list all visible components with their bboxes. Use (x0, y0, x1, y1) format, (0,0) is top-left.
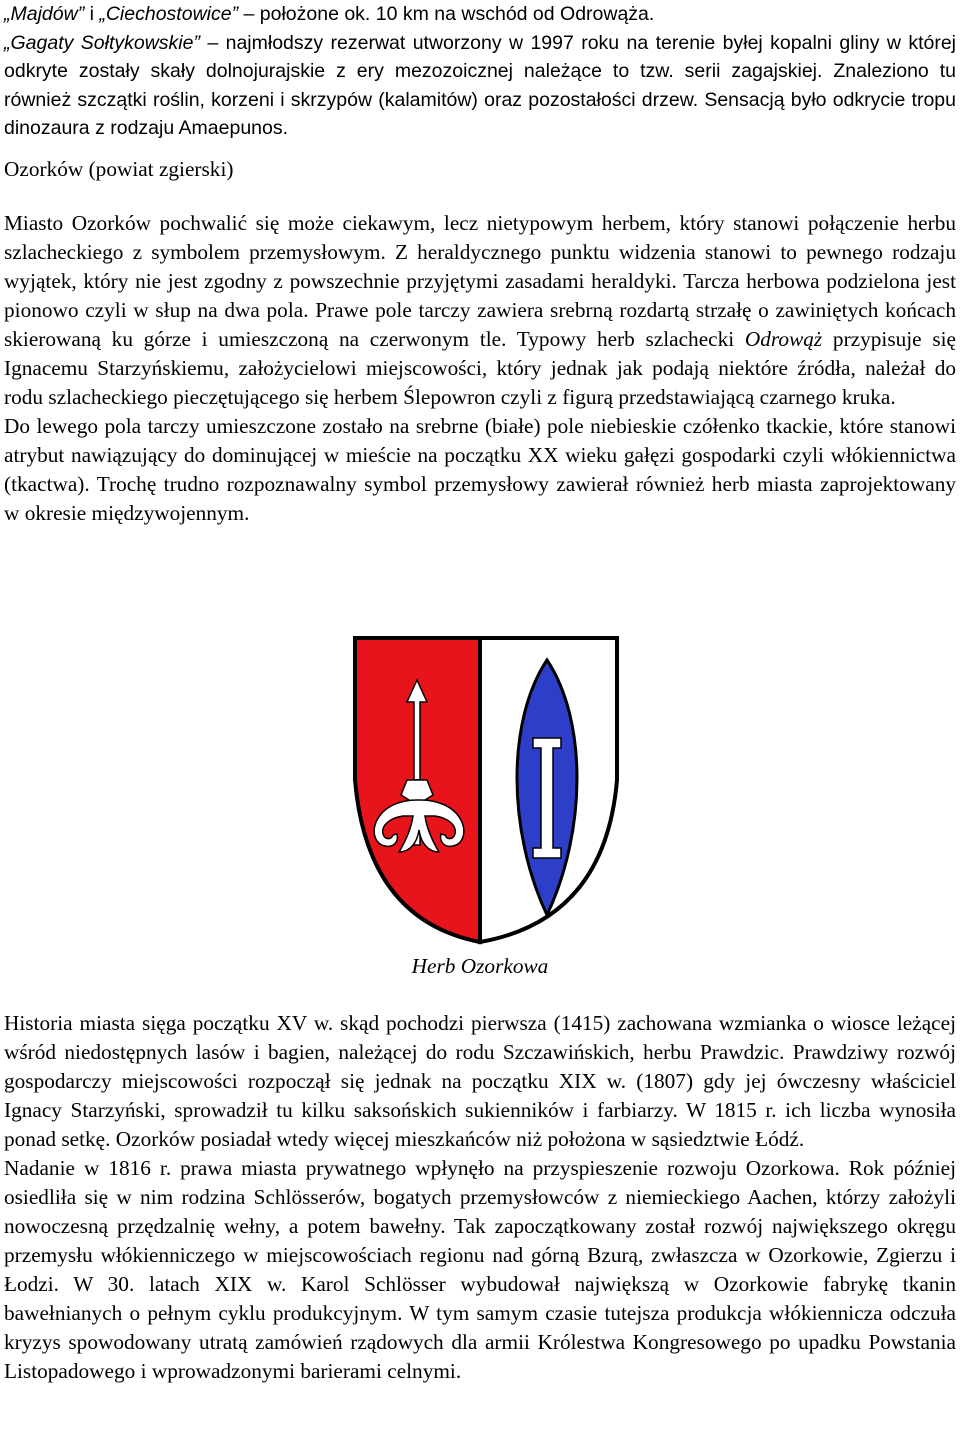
history-paragraph-1: Historia miasta sięga początku XV w. skąd pochodzi pierwsza (1415) zachowana wzmianka o wiosce leżącej wśród niedostępnych lasów i bagien, należącej do rodu Szczawińskich, herbu Prawdzic. Prawdziwy rozwój gospodarczy miejscowości rozpoczął się jednak na początku XIX w. (1807) gdy jej ówczesny właściciel Ignacy Starzyński, sprowadził tu kilku saksońskich sukienników i farbiarzy. W 1815 r. ich liczba wynosiła ponad setkę. Ozorków posiadał wtedy więcej mieszkańców niż położona w sąsiedztwie Łódź. (4, 1011, 956, 1151)
intro-paragraph-2 (4, 29, 956, 143)
coat-of-arms-paragraph-1 (4, 209, 956, 412)
figure-caption: Herb Ozorkowa (411, 954, 549, 978)
coat-of-arms-text-b: przypisuje się Ignacemu Starzyńskiemu, założycielowi miejscowości, który jednak jak podają niektóre źródła, należał do rodu szlacheckiego pieczętującego się herbem Ślepowron czyli z figurą przedstawiającą czarnego kruka. (4, 326, 956, 409)
intro-location-text: – położone ok. 10 km na wschód od Odrowąża. (238, 3, 655, 25)
reserve-description: – najmłodszy rezerwat utworzony w 1997 roku na terenie byłej kopalni gliny w której odkryte zostały skały dolnojurajskie z ery mezozoicznej należące to tzw. serii zagajskiej. Znaleziono tu również szczątki roślin, korzeni i skrzypów (kalamitów) oraz pozostałości drzew. Sensacją było odkrycie tropu dinozaura z rodzaju Amaepunos. (4, 31, 957, 140)
section-heading-ozorkow: Ozorków (powiat zgierski) (4, 156, 234, 181)
intro-conjunction: i (84, 3, 100, 25)
place-name-majdow: „ (4, 3, 11, 25)
place-name-majdow-rest: Majdów” (10, 3, 85, 25)
reserve-name-gagaty: „Gagaty Sołtykowskie” (4, 31, 200, 54)
history-paragraph-2: Nadanie w 1816 r. prawa miasta prywatnego wpłynęło na przyspieszenie rozwoju Ozorkowa. Rok później osiedliła się w nim rodzina Schlösserów, bogatych przemysłowców z niemieckiego Aachen, którzy założyli nowoczesną przędzalnię wełny, a potem bawełny. Tak zapoczątkowany został rozwój największego okręgu przemysłu włókienniczego w miejscowościach regionu nad górną Bzurą, zwłaszcza w Ozorkowie, Zgierzu i Łodzi. W 30. latach XIX w. Karol Schlösser wybudował największą w Ozorkowie fabrykę tkanin bawełnianych o pełnym cyklu produkcyjnym. W tym samym czasie tutejsza produkcja włókiennicza odczuła kryzys spowodowany utratą zamówień rządowych dla armii Królestwa Kongresowego po upadku Powstania Listopadowego i wprowadzonymi barierami celnymi. (4, 1156, 956, 1383)
document-page (4, 0, 956, 528)
coat-of-arms-image (347, 630, 627, 950)
coat-of-arms-text-a: Miasto Ozorków pochwalić się może ciekawym, lecz nietypowym herbem, który stanowi połączenie herbu szlacheckiego z symbolem przemysłowym. Z heraldycznego punktu widzenia stanowi to pewnego rodzaju wyjątek, który nie jest zgodny z powszechnie przyjętymi zasadami heraldyki. Tarcza herbowa podzielona jest pionowo czyli w słup na dwa pola. Prawe pole tarczy zawiera srebrną rozdartą strzałę o zawiniętych końcach skierowaną ku górze i umieszczoną na czerwonym tle. Typowy herb szlachecki (4, 210, 956, 351)
coat-of-arms-odrowaz: Odrowąż (744, 326, 823, 351)
history-section (4, 1009, 956, 1386)
coat-of-arms-paragraph-2: Do lewego pola tarczy umieszczone zostało na srebrne (białe) pole niebieskie czółenko tkackie, które stanowi atrybut nawiązujący do dominującej w mieście na początku XX wieku gałęzi gospodarki czyli włókiennictwa (tkactwa). Trochę trudno rozpoznawalny symbol przemysłowy zawierał również herb miasta zaprojektowany w okresie międzywojennym. (4, 413, 956, 525)
coat-of-arms-figure (347, 630, 627, 950)
place-name-ciechostowice: „Ciechostowice” (99, 3, 239, 25)
intro-paragraph-1 (4, 0, 956, 29)
